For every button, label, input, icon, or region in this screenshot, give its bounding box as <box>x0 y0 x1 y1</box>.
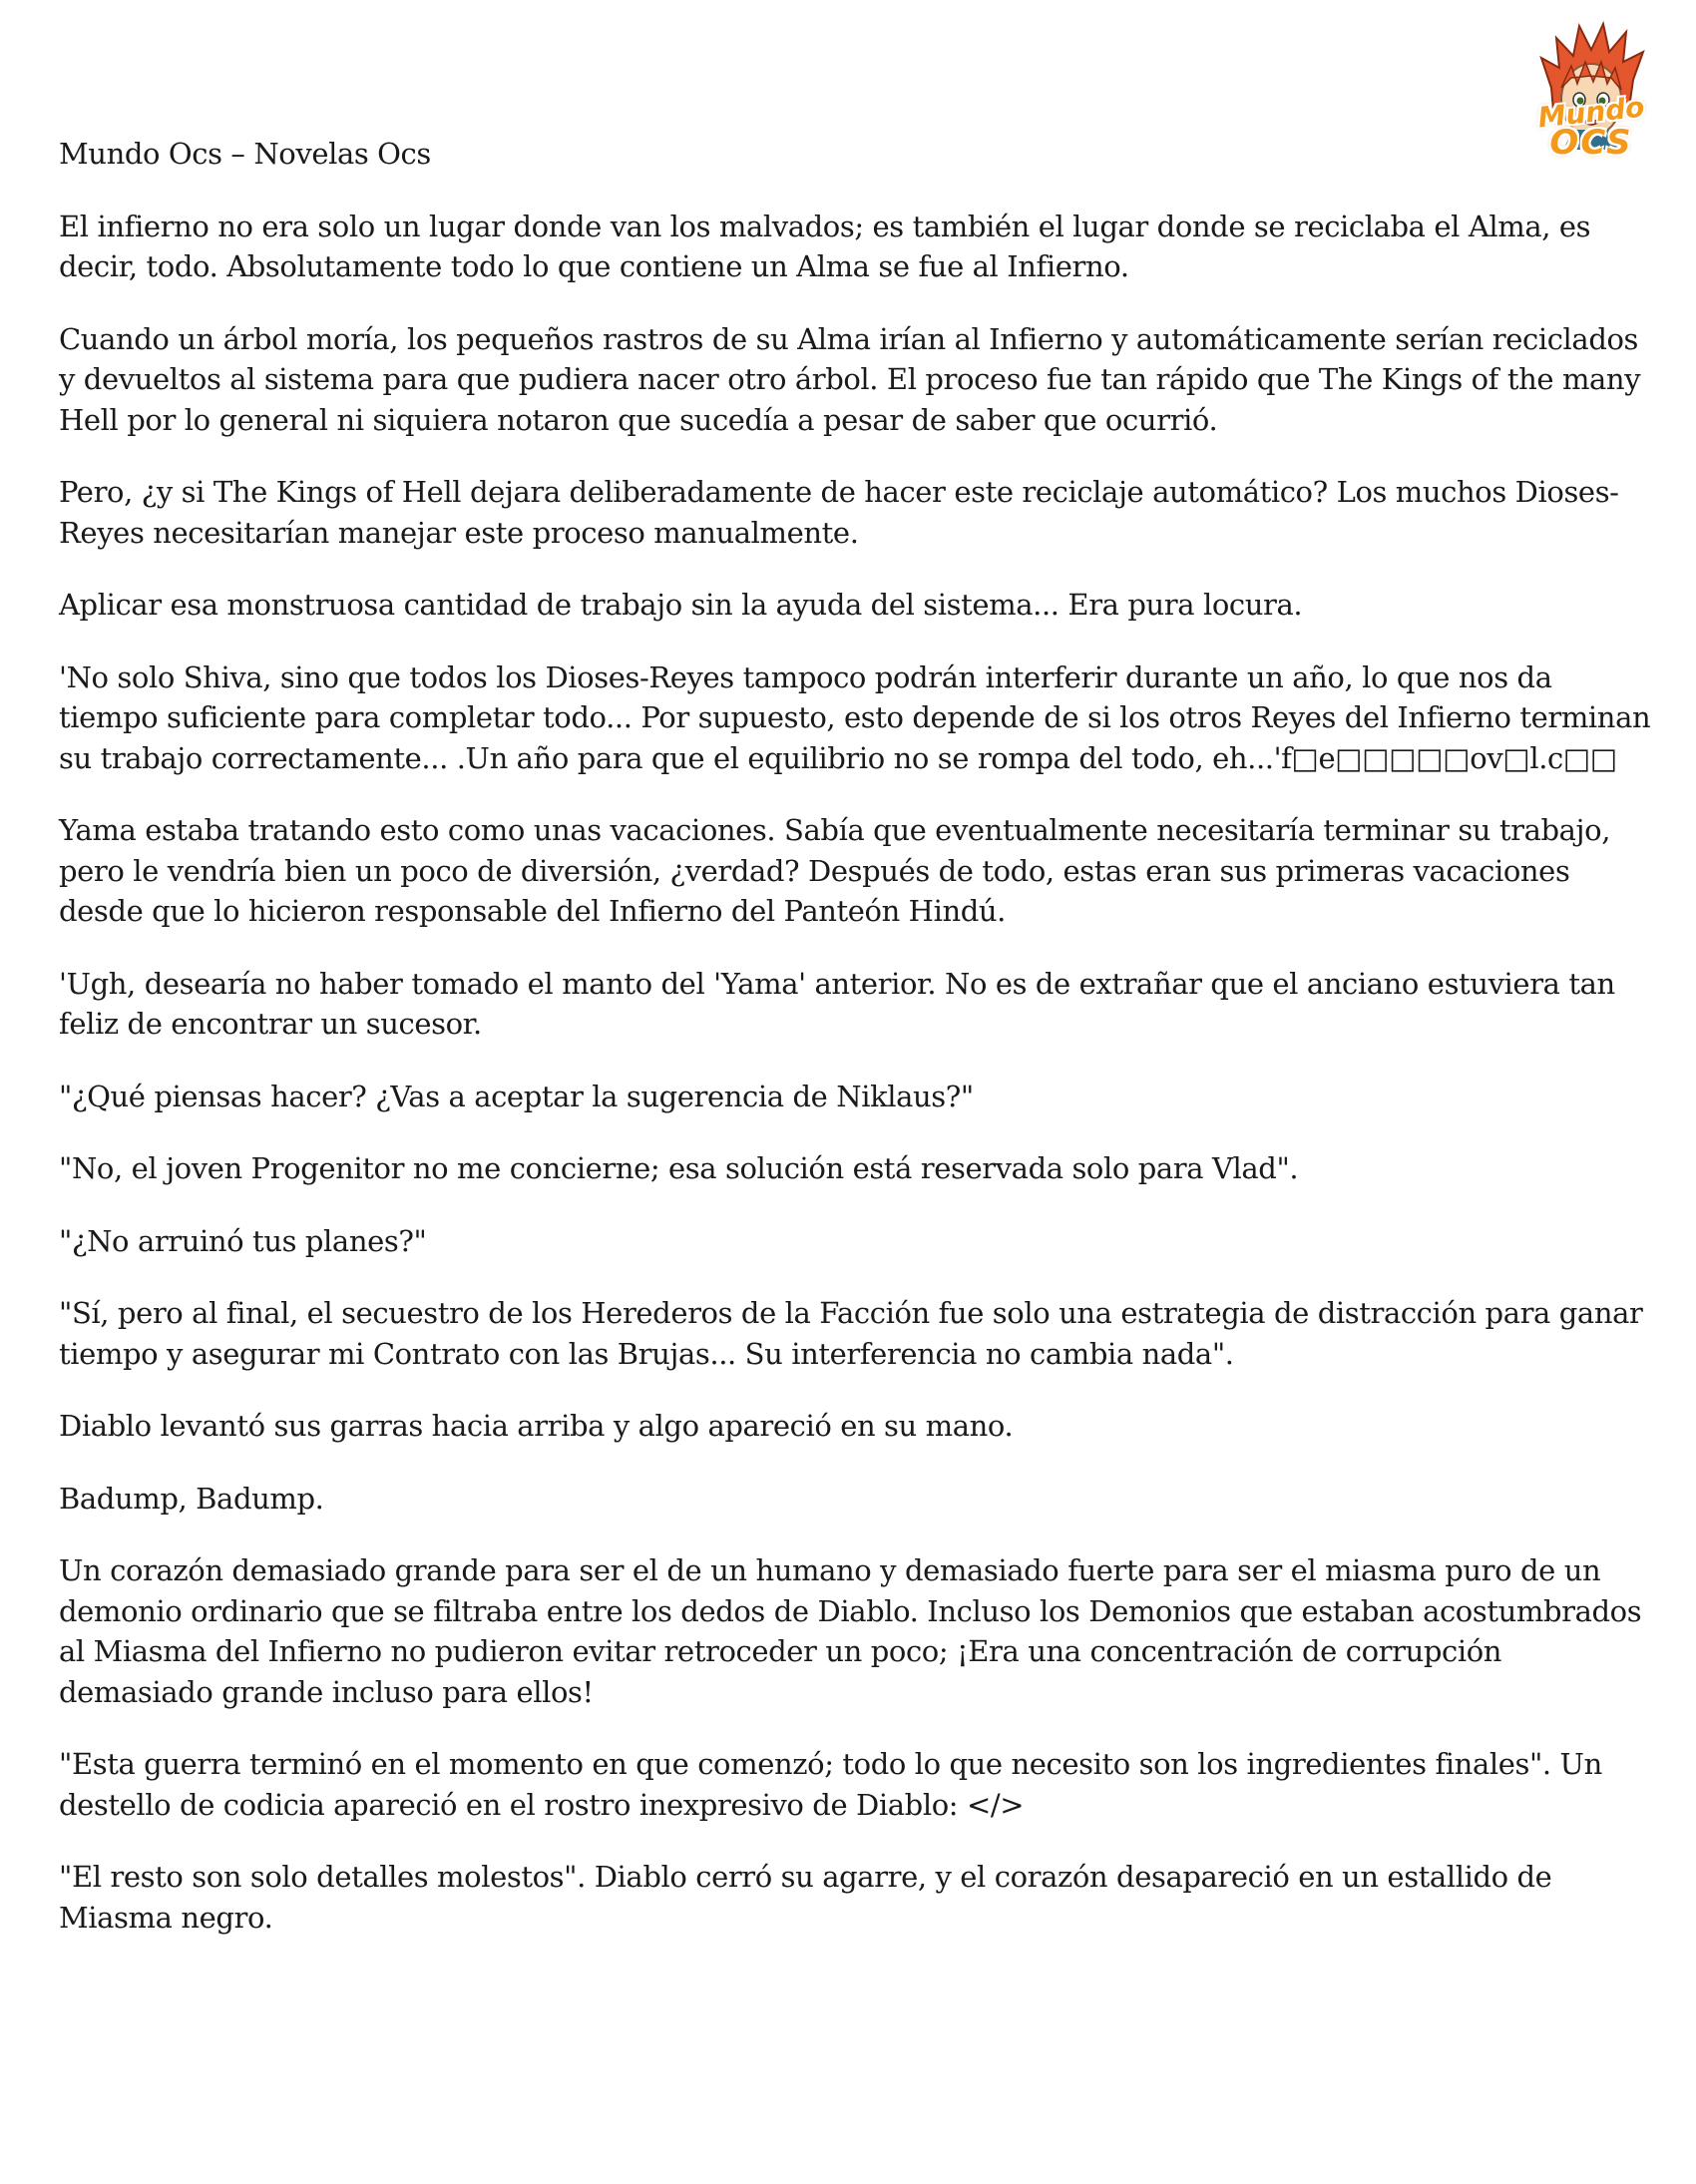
paragraph: "¿No arruinó tus planes?" <box>59 1223 427 1258</box>
paragraph: Aplicar esa monstruosa cantidad de trabajo sin la ayuda del sistema... Era pura locura. <box>59 588 1303 622</box>
paragraph: "El resto son solo detalles molestos". Diablo cerró su agarre, y el corazón desapareció en un estallido de Miasma negro. <box>59 1860 1552 1935</box>
paragraph: Cuando un árbol moría, los pequeños rastros de su Alma irían al Infierno y automáticamente serían reciclados y devueltos al sistema para que pudiera nacer otro árbol. El proceso fue tan rápido que The Kings of the many Hell por lo general ni siquiera notaron que sucedía a pesar de saber que ocurrió. <box>59 321 1641 437</box>
logo-line-2: OCS <box>1549 123 1633 163</box>
paragraph: Badump, Badump. <box>59 1481 324 1516</box>
logo-line-1: Mundo <box>1536 90 1646 135</box>
paragraph: 'Ugh, desearía no haber tomado el manto del 'Yama' anterior. No es de extrañar que el anciano estuviera tan feliz de encontrar un sucesor. <box>59 966 1615 1041</box>
paragraph: 'No solo Shiva, sino que todos los Dioses-Reyes tampoco podrán interferir durante un año, lo que nos da tiempo suficiente para completar todo... Por supuesto, esto depende de si los otros Reyes del Infierno terminan su trabajo correctamente... .Un año para que el equilibrio no se rompa del todo, eh...'f□e□□□□□ov□l.c□□ <box>59 659 1651 775</box>
paragraph: Un corazón demasiado grande para ser el de un humano y demasiado fuerte para ser el miasma puro de un demonio ordinario que se filtraba entre los dedos de Diablo. Incluso los Demonios que estaban acostumbrados al Miasma del Infierno no pudieron evitar retroceder un poco; ¡Era una concentración de corrupción demasiado grande incluso para ellos! <box>59 1553 1642 1709</box>
paragraph: El infierno no era solo un lugar donde van los malvados; es también el lugar donde se reciclaba el Alma, es decir, todo. Absolutamente todo lo que contiene un Alma se fue al Infierno. <box>59 209 1591 283</box>
paragraph: "¿Qué piensas hacer? ¿Vas a aceptar la sugerencia de Niklaus?" <box>59 1079 974 1113</box>
document-body <box>59 134 1655 1969</box>
paragraph: Pero, ¿y si The Kings of Hell dejara deliberadamente de hacer este reciclaje automático? Los muchos Dioses-Reyes necesitarían manejar este proceso manualmente. <box>59 475 1619 550</box>
paragraph: Yama estaba tratando esto como unas vacaciones. Sabía que eventualmente necesitaría terminar su trabajo, pero le vendría bien un poco de diversión, ¿verdad? Después de todo, estas eran sus primeras vacaciones desde que lo hicieron responsable del Infierno del Panteón Hindú. <box>59 813 1611 928</box>
paragraph: "Esta guerra terminó en el momento en que comenzó; todo lo que necesito son los ingredientes finales". Un destello de codicia apareció en el rostro inexpresivo de Diablo: </> <box>59 1747 1602 1822</box>
paragraph: Diablo levantó sus garras hacia arriba y algo apareció en su mano. <box>59 1409 1014 1443</box>
paragraph: "No, el joven Progenitor no me concierne; esa solución está reservada solo para Vlad". <box>59 1151 1299 1185</box>
page-header: Mundo Ocs – Novelas Ocs <box>59 137 431 171</box>
paragraph: "Sí, pero al final, el secuestro de los Herederos de la Facción fue solo una estrategia de distracción para ganar tiempo y asegurar mi Contrato con las Brujas... Su interferencia no cambia nada". <box>59 1296 1643 1371</box>
